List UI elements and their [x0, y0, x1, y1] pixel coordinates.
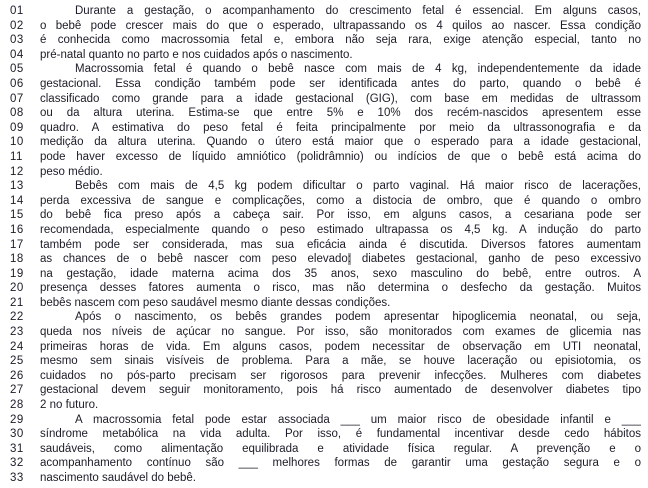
line-text[interactable]: queda nos níveis de açúcar no sangue. Por isso, são monitorados com exames de glicemia nas [40, 326, 641, 339]
line-text[interactable]: o bebê pode crescer mais do que o esperado, ultrapassando os 4 quilos ao nascer. Essa condição [40, 19, 641, 32]
line-number: 17 [10, 238, 24, 251]
line-number: 22 [10, 311, 24, 324]
line-text[interactable] [40, 252, 641, 267]
line-text[interactable]: recomendada, especialmente quando o peso estimado ultrapassa os 4,5 kg. A indução do parto [40, 223, 641, 236]
line-text-segment: diabetes gestacional, ganho de peso excessivo [351, 253, 641, 266]
line-text[interactable]: pré-natal quanto no parto e nos cuidados após o nascimento. [40, 48, 353, 61]
text-line [10, 4, 641, 19]
line-text[interactable]: 2 no futuro. [40, 399, 99, 412]
line-number: 04 [10, 48, 24, 61]
text-line [10, 267, 641, 282]
line-text[interactable]: pode haver excesso de líquido amniótico (polidrâmnio) ou indícios de que o bebê está acima do [40, 150, 641, 163]
line-number: 18 [10, 253, 24, 266]
line-number: 03 [10, 34, 24, 47]
line-text[interactable]: Durante a gestação, o acompanhamento do crescimento fetal é essencial. Em alguns casos, [75, 5, 641, 17]
text-line [10, 121, 641, 136]
line-number: 25 [10, 355, 24, 368]
line-number: 28 [10, 399, 24, 412]
line-number: 21 [10, 296, 24, 309]
line-number: 29 [10, 413, 24, 426]
line-text[interactable]: na gestação, idade materna acima dos 35 anos, sexo masculino do bebê, entre outros. A [40, 267, 641, 280]
line-text[interactable]: Macrossomia fetal é quando o bebê nasce com mais de 4 kg, independentemente da idade [75, 63, 641, 76]
text-line [10, 252, 641, 267]
line-text[interactable]: mesmo sem sinais visíveis de problema. Para a mãe, se houve laceração ou episiotomia, os [40, 355, 641, 368]
line-number: 24 [10, 340, 24, 353]
text-line [10, 77, 641, 92]
text-line [10, 413, 641, 428]
line-text[interactable]: saudáveis, como alimentação equilibrada e atividade física regular. A prevenção e o [40, 442, 641, 455]
text-line [10, 179, 641, 194]
line-number: 01 [10, 5, 24, 17]
line-number: 32 [10, 457, 24, 470]
line-number: 26 [10, 369, 24, 382]
text-line [10, 296, 641, 311]
text-line [10, 106, 641, 121]
line-text[interactable]: bebês nascem com peso saudável mesmo diante dessas condições. [40, 296, 391, 309]
text-line [10, 310, 641, 325]
line-text[interactable]: peso médio. [40, 165, 103, 178]
line-number: 14 [10, 194, 24, 207]
line-number: 13 [10, 180, 24, 193]
text-line [10, 135, 641, 150]
text-line [10, 194, 641, 209]
line-text[interactable]: perda excessiva de sangue e complicações, como a distocia de ombro, que é quando o ombro [40, 194, 641, 207]
line-number: 15 [10, 209, 24, 222]
text-line [10, 208, 641, 223]
line-text[interactable]: primeiras horas de vida. Em alguns casos, podem necessitar de observação em UTI neonatal, [40, 340, 641, 353]
line-number: 12 [10, 165, 24, 178]
line-text-segment: as chances de o bebê nascer com peso elevado [40, 253, 348, 266]
line-number: 23 [10, 326, 24, 339]
line-number: 05 [10, 63, 24, 76]
text-line [10, 456, 641, 471]
text-line [10, 325, 641, 340]
line-text[interactable]: é conhecida como macrossomia fetal e, embora não seja rara, exige atenção especial, tanto no [40, 34, 641, 47]
line-text[interactable]: presença desses fatores aumenta o risco, mas não determina o desfecho da gestação. Muitos [40, 282, 641, 295]
line-number: 11 [10, 150, 23, 163]
line-text[interactable]: nascimento saudável do bebê. [40, 472, 196, 484]
text-line [10, 281, 641, 296]
text-line [10, 398, 641, 413]
line-text[interactable]: ou da altura uterina. Estima-se que entre 5% e 10% dos recém-nascidos apresentem esse [40, 107, 641, 120]
line-text[interactable]: acompanhamento contínuo são ___ melhores formas de garantir uma gestação segura e o [40, 457, 641, 470]
text-line [10, 369, 641, 384]
text-line [10, 442, 641, 457]
line-number: 10 [10, 136, 24, 149]
text-line [10, 92, 641, 107]
line-text[interactable]: Bebês com mais de 4,5 kg podem dificultar o parto vaginal. Há maior risco de lacerações, [75, 180, 641, 193]
line-number: 08 [10, 107, 24, 120]
text-line [10, 19, 641, 34]
text-line [10, 62, 641, 77]
line-number: 27 [10, 384, 24, 397]
line-number: 19 [10, 267, 24, 280]
text-line [10, 354, 641, 369]
text-line [10, 340, 641, 355]
text-line [10, 471, 641, 486]
text-line [10, 165, 641, 180]
line-number: 09 [10, 121, 24, 134]
text-line [10, 383, 641, 398]
text-line [10, 238, 641, 253]
line-number: 33 [10, 472, 24, 484]
highlighted-character: : [347, 253, 351, 266]
text-line [10, 150, 641, 165]
line-text[interactable]: medição da altura uterina. Quando o útero está maior que o esperado para a idade gestacional, [40, 136, 641, 149]
line-number: 16 [10, 223, 24, 236]
text-line [10, 427, 641, 442]
line-text[interactable]: cuidados no pós-parto precisam ser rigorosos para prevenir infecções. Mulheres com diabetes [40, 369, 641, 382]
line-number: 30 [10, 428, 24, 441]
line-text[interactable]: gestacional. Essa condição também pode ser identificada antes do parto, quando o bebê é [40, 77, 641, 90]
line-text[interactable]: síndrome metabólica na vida adulta. Por isso, é fundamental incentivar desde cedo hábitos [40, 428, 641, 441]
line-text[interactable]: também pode ser considerada, mas sua eficácia ainda é discutida. Diversos fatores aumentam [40, 238, 641, 251]
text-line [10, 223, 641, 238]
line-text[interactable]: Após o nascimento, os bebês grandes podem apresentar hipoglicemia neonatal, ou seja, [75, 311, 641, 324]
line-text[interactable]: quadro. A estimativa do peso fetal é feita principalmente por meio da ultrassonografia e da [40, 121, 641, 134]
line-number: 02 [10, 19, 24, 32]
text-line [10, 48, 641, 63]
line-number: 20 [10, 282, 24, 295]
text-line [10, 33, 641, 48]
line-text[interactable]: classificado como grande para a idade gestacional (GIG), com base em medidas de ultrassom [40, 92, 641, 105]
line-number: 06 [10, 77, 24, 90]
document-text-block [10, 4, 641, 486]
line-number: 31 [10, 442, 24, 455]
line-text[interactable]: do bebê fica preso após a cabeça sair. Por isso, em alguns casos, a cesariana pode ser [40, 209, 641, 222]
line-text[interactable]: A macrossomia fetal pode estar associada ___ um maior risco de obesidade infantil e ___ [75, 413, 641, 426]
line-text[interactable]: gestacional devem seguir monitoramento, pois há risco aumentado de desenvolver diabetes tipo [40, 384, 641, 397]
line-number: 07 [10, 92, 24, 105]
